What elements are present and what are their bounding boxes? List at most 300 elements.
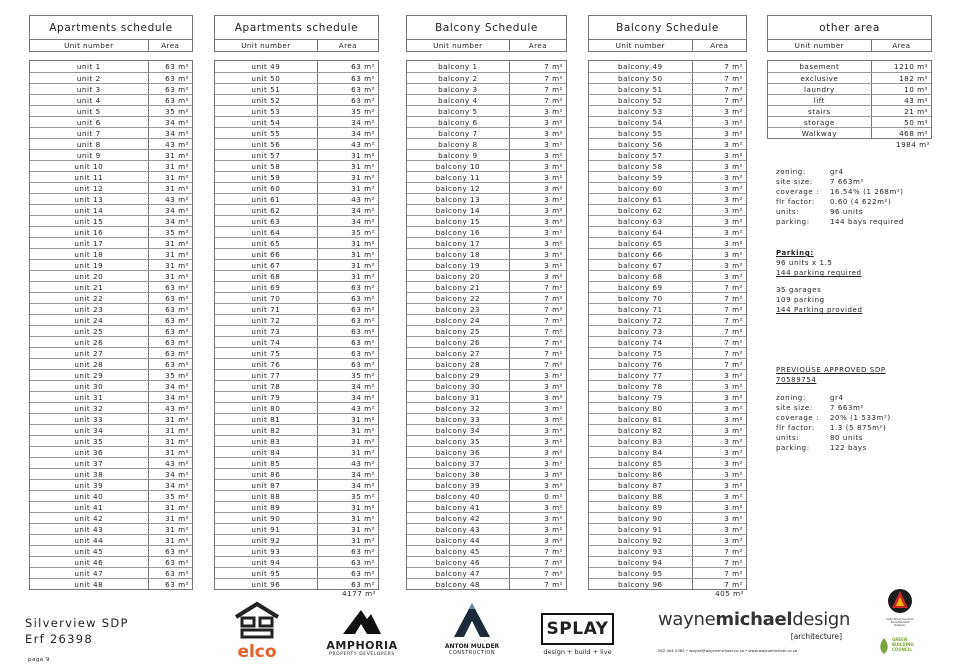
table-row bbox=[215, 160, 378, 171]
table-row bbox=[30, 237, 192, 248]
table-row bbox=[215, 523, 378, 534]
area-cell: 3 m² bbox=[509, 403, 566, 413]
table-row bbox=[30, 556, 192, 567]
unit-name-cell: balcony 51 bbox=[618, 84, 663, 94]
schedule-title: Apartments schedule bbox=[214, 15, 379, 39]
area-cell: 3 m² bbox=[692, 414, 746, 424]
area-cell: 3 m² bbox=[509, 436, 566, 446]
table-row bbox=[215, 83, 378, 94]
area-cell: 3 m² bbox=[692, 480, 746, 490]
unit-name-cell: unit 76 bbox=[251, 359, 281, 369]
area-cell: 468 m² bbox=[871, 128, 931, 138]
area-cell: 31 m² bbox=[148, 502, 192, 512]
area-cell: 35 m² bbox=[148, 106, 192, 116]
unit-name-cell: balcony 38 bbox=[435, 469, 481, 479]
unit-name-cell: balcony 47 bbox=[435, 568, 481, 578]
area-cell: 7 m² bbox=[509, 293, 566, 303]
unit-name-cell: balcony 93 bbox=[618, 546, 663, 556]
table-row bbox=[30, 446, 192, 457]
unit-name-cell: balcony 63 bbox=[618, 216, 663, 226]
unit-name-cell: balcony 79 bbox=[618, 392, 663, 402]
area-cell: 7 m² bbox=[692, 348, 746, 358]
unit-name-cell: balcony 62 bbox=[618, 205, 663, 215]
table-row bbox=[407, 193, 566, 204]
unit-name-cell: unit 42 bbox=[74, 513, 104, 523]
table-row bbox=[589, 94, 746, 105]
area-cell: 35 m² bbox=[317, 370, 378, 380]
table-row bbox=[215, 215, 378, 226]
table-row bbox=[589, 468, 746, 479]
balcony-total: 405 m² bbox=[715, 589, 744, 598]
area-cell: 31 m² bbox=[317, 183, 378, 193]
sacap-logo bbox=[885, 588, 915, 628]
area-cell: 31 m² bbox=[148, 524, 192, 534]
unit-name-cell: unit 16 bbox=[74, 227, 104, 237]
table-row bbox=[30, 292, 192, 303]
parking-info bbox=[776, 248, 863, 315]
table-row bbox=[589, 325, 746, 336]
table-row bbox=[407, 380, 566, 391]
schedule-title: Balcony Schedule bbox=[406, 15, 567, 39]
table-row bbox=[589, 534, 746, 545]
unit-name-cell: balcony 96 bbox=[618, 579, 663, 589]
table-row bbox=[589, 457, 746, 468]
area-cell: 3 m² bbox=[509, 128, 566, 138]
unit-name-cell: unit 21 bbox=[74, 282, 104, 292]
table-row bbox=[407, 336, 566, 347]
area-cell: 3 m² bbox=[692, 150, 746, 160]
title-block bbox=[25, 615, 129, 647]
unit-name-cell: balcony 92 bbox=[618, 535, 663, 545]
table-row bbox=[589, 138, 746, 149]
unit-name-cell: balcony 18 bbox=[435, 249, 481, 259]
unit-number-header: Unit number bbox=[794, 41, 845, 50]
area-cell: 34 m² bbox=[317, 117, 378, 127]
area-cell: 3 m² bbox=[509, 524, 566, 534]
area-cell: 3 m² bbox=[692, 205, 746, 215]
unit-number-header: Unit number bbox=[615, 41, 666, 50]
gbc-word-1: GREEN bbox=[892, 637, 908, 642]
unit-name-cell: unit 64 bbox=[251, 227, 281, 237]
unit-name-cell: balcony 33 bbox=[435, 414, 481, 424]
area-cell: 7 m² bbox=[509, 557, 566, 567]
elco-wordmark: elco bbox=[237, 642, 277, 662]
table-row bbox=[407, 83, 566, 94]
table-row bbox=[407, 435, 566, 446]
table-row bbox=[407, 314, 566, 325]
table-row bbox=[407, 424, 566, 435]
table-row bbox=[30, 226, 192, 237]
area-cell: 3 m² bbox=[509, 238, 566, 248]
unit-name-cell: balcony 29 bbox=[435, 370, 481, 380]
table-row bbox=[589, 435, 746, 446]
area-cell: 3 m² bbox=[509, 161, 566, 171]
gbc-word-2: BUILDING bbox=[892, 642, 914, 647]
unit-name-cell: unit 50 bbox=[251, 73, 281, 83]
table-row bbox=[407, 457, 566, 468]
area-cell: 31 m² bbox=[148, 161, 192, 171]
unit-name-cell: balcony 23 bbox=[435, 304, 481, 314]
table-row bbox=[407, 160, 566, 171]
area-cell: 3 m² bbox=[509, 183, 566, 193]
unit-name-cell: unit 61 bbox=[251, 194, 281, 204]
area-cell: 7 m² bbox=[509, 546, 566, 556]
area-cell: 3 m² bbox=[692, 260, 746, 270]
schedule-body bbox=[214, 60, 379, 590]
unit-name-cell: unit 96 bbox=[251, 579, 281, 589]
area-cell: 3 m² bbox=[692, 524, 746, 534]
table-row bbox=[215, 479, 378, 490]
table-row bbox=[407, 248, 566, 259]
unit-name-cell: balcony 81 bbox=[618, 414, 663, 424]
table-row bbox=[768, 105, 931, 116]
table-row bbox=[30, 391, 192, 402]
amphoria-tagline: PROPERTY DEVELOPERS bbox=[329, 652, 395, 657]
table-row bbox=[215, 248, 378, 259]
unit-name-cell: balcony 90 bbox=[618, 513, 663, 523]
table-row bbox=[407, 523, 566, 534]
area-cell: 31 m² bbox=[317, 271, 378, 281]
green-building-council-logo bbox=[878, 637, 918, 661]
unit-name-cell: balcony 88 bbox=[618, 491, 663, 501]
area-cell: 7 m² bbox=[692, 61, 746, 72]
unit-name-cell: balcony 11 bbox=[435, 172, 481, 182]
table-row bbox=[30, 523, 192, 534]
table-row bbox=[30, 215, 192, 226]
area-cell: 7 m² bbox=[692, 282, 746, 292]
area-cell: 7 m² bbox=[509, 568, 566, 578]
table-row bbox=[407, 347, 566, 358]
table-row bbox=[589, 72, 746, 83]
area-cell: 21 m² bbox=[871, 106, 931, 116]
table-row bbox=[589, 358, 746, 369]
unit-name-cell: balcony 34 bbox=[435, 425, 481, 435]
area-cell: 50 m² bbox=[871, 117, 931, 127]
table-row bbox=[30, 545, 192, 556]
table-row bbox=[407, 358, 566, 369]
unit-name-cell: unit 28 bbox=[74, 359, 104, 369]
area-cell: 63 m² bbox=[148, 326, 192, 336]
table-row bbox=[215, 369, 378, 380]
table-row bbox=[215, 501, 378, 512]
table-row bbox=[407, 303, 566, 314]
unit-name-cell: balcony 73 bbox=[618, 326, 663, 336]
table-row bbox=[589, 556, 746, 567]
area-cell: 3 m² bbox=[509, 227, 566, 237]
table-row bbox=[768, 116, 931, 127]
unit-name-cell: balcony 89 bbox=[618, 502, 663, 512]
area-cell: 7 m² bbox=[509, 304, 566, 314]
area-cell: 63 m² bbox=[317, 546, 378, 556]
unit-name-cell: unit 4 bbox=[76, 95, 101, 105]
area-cell: 34 m² bbox=[317, 381, 378, 391]
unit-name-cell: balcony 39 bbox=[435, 480, 481, 490]
schedule-body bbox=[29, 60, 193, 590]
table-row bbox=[30, 105, 192, 116]
previous-sdp-heading: PREVIOUSE APPROVED SDP bbox=[776, 366, 886, 374]
unit-name-cell: unit 59 bbox=[251, 172, 281, 182]
area-cell: 7 m² bbox=[692, 326, 746, 336]
unit-name-cell: balcony 5 bbox=[438, 106, 478, 116]
area-cell: 63 m² bbox=[317, 282, 378, 292]
area-cell: 3 m² bbox=[692, 458, 746, 468]
unit-name-cell: unit 79 bbox=[251, 392, 281, 402]
unit-name-cell: unit 46 bbox=[74, 557, 104, 567]
area-cell: 7 m² bbox=[509, 315, 566, 325]
unit-name-cell: balcony 37 bbox=[435, 458, 481, 468]
unit-name-cell: balcony 45 bbox=[435, 546, 481, 556]
area-cell: 3 m² bbox=[692, 381, 746, 391]
table-row bbox=[768, 61, 931, 72]
table-row bbox=[30, 259, 192, 270]
area-cell: 7 m² bbox=[692, 557, 746, 567]
schedule-body bbox=[588, 60, 747, 590]
unit-number-header: Unit number bbox=[64, 41, 114, 50]
unit-name-cell: balcony 87 bbox=[618, 480, 663, 490]
area-cell: 31 m² bbox=[317, 436, 378, 446]
unit-name-cell: balcony 84 bbox=[618, 447, 663, 457]
unit-name-cell: unit 38 bbox=[74, 469, 104, 479]
wmd-word-3: design bbox=[792, 609, 851, 630]
unit-name-cell: unit 20 bbox=[74, 271, 104, 281]
unit-name-cell: laundry bbox=[803, 84, 835, 94]
area-cell: 7 m² bbox=[692, 95, 746, 105]
table-row bbox=[589, 204, 746, 215]
table-row bbox=[407, 182, 566, 193]
gbc-leaf-icon bbox=[878, 637, 890, 655]
unit-name-cell: balcony 57 bbox=[618, 150, 663, 160]
unit-number-header: Unit number bbox=[433, 41, 483, 50]
area-cell: 7 m² bbox=[509, 348, 566, 358]
area-cell: 34 m² bbox=[317, 480, 378, 490]
unit-name-cell: balcony 24 bbox=[435, 315, 481, 325]
unit-name-cell: balcony 59 bbox=[618, 172, 663, 182]
area-cell: 3 m² bbox=[509, 194, 566, 204]
table-row bbox=[215, 226, 378, 237]
unit-name-cell: unit 80 bbox=[251, 403, 281, 413]
table-row bbox=[215, 116, 378, 127]
area-cell: 63 m² bbox=[148, 557, 192, 567]
unit-name-cell: balcony 30 bbox=[435, 381, 481, 391]
table-row bbox=[589, 270, 746, 281]
area-cell: 3 m² bbox=[509, 150, 566, 160]
table-row bbox=[407, 391, 566, 402]
amphoria-logo bbox=[326, 607, 398, 657]
unit-name-cell: balcony 95 bbox=[618, 568, 663, 578]
table-row bbox=[589, 380, 746, 391]
unit-name-cell: balcony 7 bbox=[438, 128, 478, 138]
unit-name-cell: unit 8 bbox=[76, 139, 101, 149]
area-cell: 3 m² bbox=[509, 480, 566, 490]
table-row bbox=[215, 380, 378, 391]
area-cell: 63 m² bbox=[148, 579, 192, 589]
schedule-title: Apartments schedule bbox=[29, 15, 193, 39]
unit-name-cell: unit 52 bbox=[251, 95, 281, 105]
unit-name-cell: unit 83 bbox=[251, 436, 281, 446]
unit-name-cell: balcony 14 bbox=[435, 205, 481, 215]
table-row bbox=[407, 292, 566, 303]
unit-name-cell: unit 26 bbox=[74, 337, 104, 347]
unit-name-cell: unit 62 bbox=[251, 205, 281, 215]
unit-name-cell: balcony 50 bbox=[618, 73, 663, 83]
table-row bbox=[407, 578, 566, 589]
area-cell: 3 m² bbox=[692, 271, 746, 281]
area-cell: 31 m² bbox=[148, 150, 192, 160]
area-cell: 63 m² bbox=[317, 326, 378, 336]
unit-name-cell: unit 27 bbox=[74, 348, 104, 358]
unit-name-cell: balcony 43 bbox=[435, 524, 481, 534]
unit-name-cell: unit 40 bbox=[74, 491, 104, 501]
table-row bbox=[30, 457, 192, 468]
table-row bbox=[215, 94, 378, 105]
unit-name-cell: unit 68 bbox=[251, 271, 281, 281]
area-cell: 63 m² bbox=[148, 61, 192, 72]
apartments-schedule-2 bbox=[214, 15, 379, 590]
unit-name-cell: unit 77 bbox=[251, 370, 281, 380]
table-row bbox=[407, 468, 566, 479]
area-cell: 31 m² bbox=[148, 183, 192, 193]
unit-name-cell: unit 58 bbox=[251, 161, 281, 171]
table-row bbox=[589, 446, 746, 457]
table-row bbox=[30, 160, 192, 171]
area-cell: 63 m² bbox=[148, 84, 192, 94]
unit-name-cell: unit 78 bbox=[251, 381, 281, 391]
unit-name-cell: unit 88 bbox=[251, 491, 281, 501]
area-cell: 3 m² bbox=[692, 447, 746, 457]
unit-name-cell: unit 57 bbox=[251, 150, 281, 160]
unit-name-cell: unit 18 bbox=[74, 249, 104, 259]
area-cell: 7 m² bbox=[509, 61, 566, 72]
table-row bbox=[407, 556, 566, 567]
table-row bbox=[407, 215, 566, 226]
unit-name-cell: unit 90 bbox=[251, 513, 281, 523]
area-cell: 63 m² bbox=[148, 348, 192, 358]
area-cell: 43 m² bbox=[317, 403, 378, 413]
unit-name-cell: unit 94 bbox=[251, 557, 281, 567]
unit-name-cell: unit 41 bbox=[74, 502, 104, 512]
table-row bbox=[589, 105, 746, 116]
area-cell: 3 m² bbox=[692, 117, 746, 127]
unit-name-cell: unit 56 bbox=[251, 139, 281, 149]
unit-name-cell: unit 9 bbox=[76, 150, 101, 160]
area-cell: 3 m² bbox=[509, 392, 566, 402]
schedule-header bbox=[406, 39, 567, 52]
area-cell: 31 m² bbox=[317, 425, 378, 435]
unit-name-cell: unit 7 bbox=[76, 128, 101, 138]
table-row bbox=[30, 116, 192, 127]
unit-name-cell: unit 70 bbox=[251, 293, 281, 303]
area-cell: 3 m² bbox=[509, 535, 566, 545]
area-cell: 3 m² bbox=[509, 216, 566, 226]
gbc-word-3: COUNCIL bbox=[892, 647, 912, 652]
page-number: page 9 bbox=[28, 657, 50, 663]
table-row bbox=[30, 314, 192, 325]
unit-name-cell: unit 24 bbox=[74, 315, 104, 325]
unit-name-cell: balcony 16 bbox=[435, 227, 481, 237]
area-header: Area bbox=[871, 40, 931, 51]
area-cell: 31 m² bbox=[148, 513, 192, 523]
area-cell: 34 m² bbox=[317, 128, 378, 138]
area-cell: 3 m² bbox=[509, 425, 566, 435]
table-row bbox=[215, 292, 378, 303]
area-cell: 63 m² bbox=[317, 61, 378, 72]
area-cell: 31 m² bbox=[317, 238, 378, 248]
area-cell: 63 m² bbox=[317, 95, 378, 105]
unit-name-cell: unit 63 bbox=[251, 216, 281, 226]
area-cell: 7 m² bbox=[509, 326, 566, 336]
table-row bbox=[407, 446, 566, 457]
area-cell: 3 m² bbox=[692, 403, 746, 413]
area-cell: 3 m² bbox=[509, 447, 566, 457]
area-cell: 3 m² bbox=[692, 370, 746, 380]
table-row bbox=[589, 413, 746, 424]
table-row bbox=[407, 116, 566, 127]
area-cell: 34 m² bbox=[148, 469, 192, 479]
table-row bbox=[589, 160, 746, 171]
unit-name-cell: unit 17 bbox=[74, 238, 104, 248]
elco-house-icon bbox=[232, 601, 282, 641]
unit-name-cell: balcony 35 bbox=[435, 436, 481, 446]
area-cell: 63 m² bbox=[148, 293, 192, 303]
parking-bays: 109 parking bbox=[776, 296, 825, 304]
table-row bbox=[589, 512, 746, 523]
area-cell: 3 m² bbox=[509, 172, 566, 182]
unit-name-cell: balcony 69 bbox=[618, 282, 663, 292]
parking-calc: 96 units x 1.5 bbox=[776, 259, 833, 267]
anton-mulder-triangle-icon bbox=[452, 601, 492, 639]
table-row bbox=[215, 72, 378, 83]
table-row bbox=[30, 149, 192, 160]
table-row bbox=[407, 72, 566, 83]
area-cell: 31 m² bbox=[317, 260, 378, 270]
unit-name-cell: unit 72 bbox=[251, 315, 281, 325]
area-cell: 7 m² bbox=[692, 293, 746, 303]
unit-name-cell: unit 75 bbox=[251, 348, 281, 358]
garages: 35 garages bbox=[776, 286, 822, 294]
area-cell: 3 m² bbox=[692, 436, 746, 446]
unit-name-cell: unit 31 bbox=[74, 392, 104, 402]
area-cell: 63 m² bbox=[148, 95, 192, 105]
area-cell: 63 m² bbox=[148, 568, 192, 578]
table-row bbox=[589, 61, 746, 72]
table-row bbox=[589, 303, 746, 314]
unit-name-cell: unit 39 bbox=[74, 480, 104, 490]
unit-name-cell: unit 5 bbox=[76, 106, 101, 116]
table-row bbox=[407, 501, 566, 512]
area-cell: 3 m² bbox=[692, 194, 746, 204]
table-row bbox=[215, 237, 378, 248]
area-cell: 3 m² bbox=[692, 249, 746, 259]
area-cell: 63 m² bbox=[317, 293, 378, 303]
area-cell: 34 m² bbox=[148, 205, 192, 215]
area-cell: 34 m² bbox=[148, 392, 192, 402]
area-cell: 3 m² bbox=[692, 161, 746, 171]
unit-name-cell: unit 32 bbox=[74, 403, 104, 413]
area-cell: 31 m² bbox=[317, 513, 378, 523]
area-cell: 7 m² bbox=[509, 73, 566, 83]
table-row bbox=[589, 567, 746, 578]
table-row bbox=[215, 325, 378, 336]
erf-number: Erf 26398 bbox=[25, 632, 93, 646]
area-cell: 31 m² bbox=[317, 249, 378, 259]
table-row bbox=[407, 138, 566, 149]
area-cell: 7 m² bbox=[509, 337, 566, 347]
project-title: Silverview SDP bbox=[25, 616, 129, 630]
table-row bbox=[30, 468, 192, 479]
unit-name-cell: balcony 27 bbox=[435, 348, 481, 358]
unit-name-cell: unit 86 bbox=[251, 469, 281, 479]
area-cell: 3 m² bbox=[509, 139, 566, 149]
